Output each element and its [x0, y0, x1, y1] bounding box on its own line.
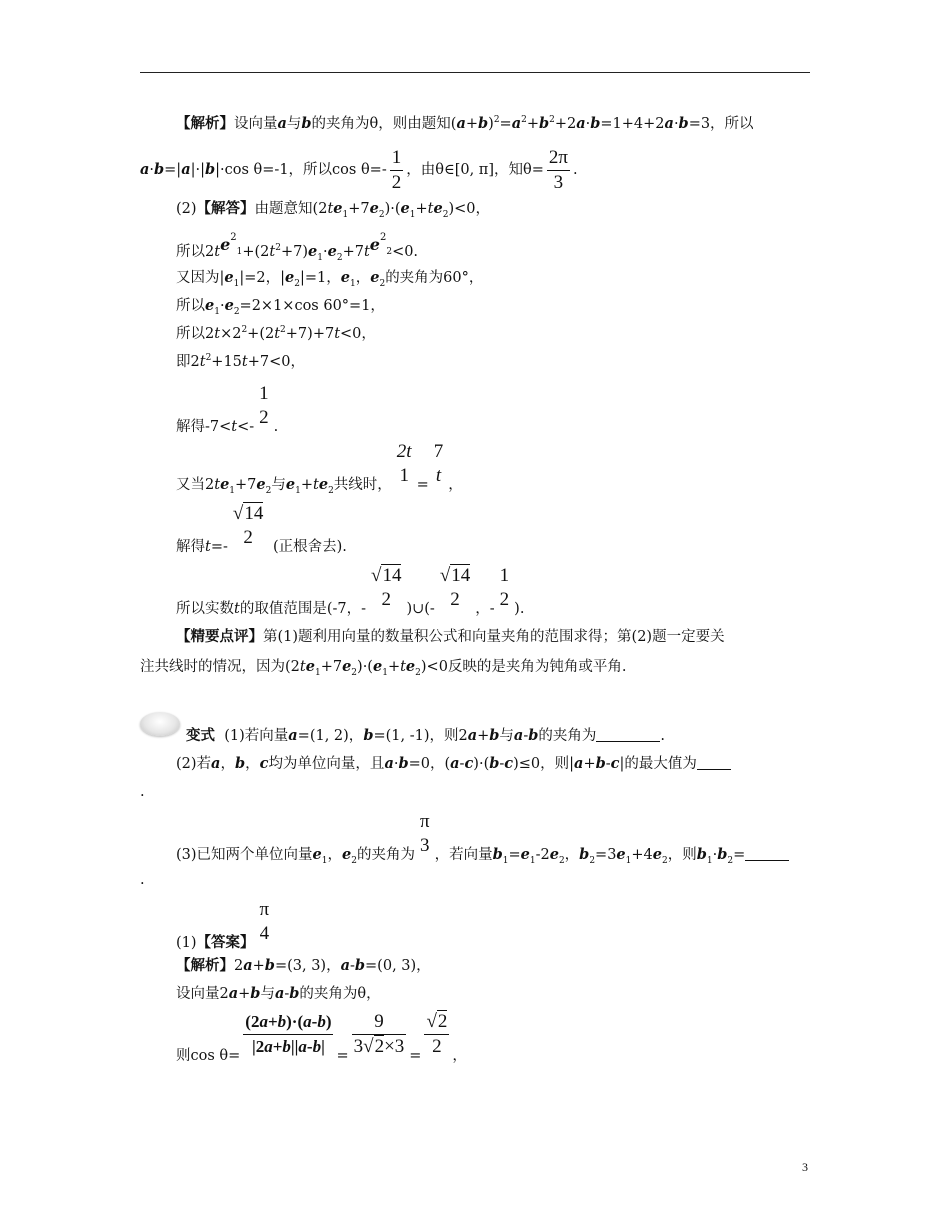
page-number: 3 — [802, 1160, 808, 1174]
answer-blank[interactable] — [596, 727, 660, 742]
fraction-2t-over-1: 2t 1 — [396, 441, 412, 486]
answer1-line-3: 设向量2a+b与a-b的夹角为θ， — [176, 985, 381, 1002]
fraction-sqrt2-over-2: $\frac{√2}{2}$ — [426, 1011, 448, 1057]
part2-line-4: 所以$2t\times 2^2+(2t^2+7)+7t<0$， — [176, 325, 376, 342]
fraction-cos-formula: $\frac{(2a+b)\cdot(a-b)}{|2a+b||a-b|}$ — [243, 1010, 333, 1059]
analysis-line-2: a·b=|a|·|b|·cos θ=-1，所以cos θ=- $\frac{1}{2}$ ，由θ∈[0, π]，知θ= $\frac{2\pi}{3}$ . — [140, 146, 578, 193]
answer1-analysis: 【解析】2a+b=(3, 3)，a-b=(0, 3)， — [176, 957, 431, 974]
answer-blank[interactable] — [697, 755, 731, 770]
fraction-sqrt14-over-2: √14 2 — [232, 503, 264, 548]
fraction-sqrt14-over-2: √14 2 — [371, 565, 402, 610]
part2-line-5: 即$2t^2+15t+7<0$， — [176, 353, 305, 370]
fraction-sqrt14-over-2: √14 2 — [439, 565, 471, 610]
part2-line-8: 解得t=- √14 2 (正根舍去). — [176, 503, 347, 555]
analysis-line-1: 【解析】设向量a与b的夹角为θ，则由题知$(a+b)^2=a^2+b^2+2a\cdot b=1+4+2a\cdot b=3$，所以 — [176, 115, 754, 132]
part2-line-1: 所以$2te^2_1+(2t^2+7)e_1\cdot e_2+7te^2_2<0$. — [176, 232, 419, 263]
variant-q3-dot: . — [140, 872, 145, 888]
header-rule — [140, 72, 810, 73]
fraction-half: $\frac{1}{2}$ — [391, 146, 402, 193]
part2-intro: (2)【解答】由题意知$(2te_1+7e_2)\cdot(e_1+te_2)<0$， — [176, 200, 490, 220]
comment-line-2: 注共线时的情况，因为$(2te_1+7e_2)\cdot(e_1+te_2)<0$反映的是夹角为钝角或平角. — [140, 658, 627, 678]
variant-q1: 变式 (1)若向量a=(1, 2)，b=(1, -1)，则2a+b与a-b的夹角为 . — [186, 727, 665, 744]
variant-q2-dot: . — [140, 784, 145, 800]
answer-blank[interactable] — [745, 846, 789, 861]
part2-line-3: 所以$e_1\cdot e_2=2\times 1\times\cos$ 60°=1， — [176, 297, 385, 317]
variant-marker-icon — [140, 712, 180, 736]
comment-line-1: 【精要点评】第(1)题利用向量的数量积公式和向量夹角的范围求得；第(2)题一定要关 — [176, 628, 725, 645]
fraction-9-over-3sqrt2x3: $\frac{9}{3√2\times 3}$ — [353, 1011, 405, 1057]
fraction-2pi-over-3: $\frac{2\pi}{3}$ — [548, 146, 568, 193]
answer1-line-4: 则cos θ= $\frac{(2a+b)\cdot(a-b)}{|2a+b||a-b|}$ = $\frac{9}{3√2\times 3}$ = $\frac{√2}{2}$ ， — [176, 1011, 467, 1064]
part2-line-6: 解得-7<t<- 1 2 . — [176, 383, 279, 435]
fraction-7-over-t: 7 t — [433, 441, 444, 486]
fraction-pi-over-4: π 4 — [259, 899, 270, 944]
answer1-line: (1)【答案】 π 4 — [176, 899, 270, 951]
variant-q3: (3)已知两个单位向量$e_1$，$e_2$的夹角为 π 3 ，若向量$b_1=e_1-2e_2$，$b_2=3e_1+4e_2$，则$b_1\cdot b_2=$ — [176, 810, 789, 885]
variant-q2: (2)若a，b，c均为单位向量，且a·b=0，(a-c)·(b-c)≤0，则|a+b-c|的最大值为 — [176, 754, 731, 774]
fraction-half: 1 2 — [499, 565, 510, 610]
fraction-half: 1 2 — [259, 383, 269, 428]
fraction-pi-over-3: π 3 — [419, 811, 430, 856]
part2-line-7: 又当$2te_1+7e_2$与$e_1+te_2$共线时， 2t 1 = 7 t ， — [176, 441, 463, 496]
part2-line-2: 又因为$|e_1|=2$，$|e_2|=1$，$e_1$，$e_2$的夹角为60°， — [176, 269, 484, 289]
part2-line-9: 所以实数t的取值范围是(-7，- √14 2 )∪(- √14 2 ，- 1 2 ). — [176, 565, 525, 617]
